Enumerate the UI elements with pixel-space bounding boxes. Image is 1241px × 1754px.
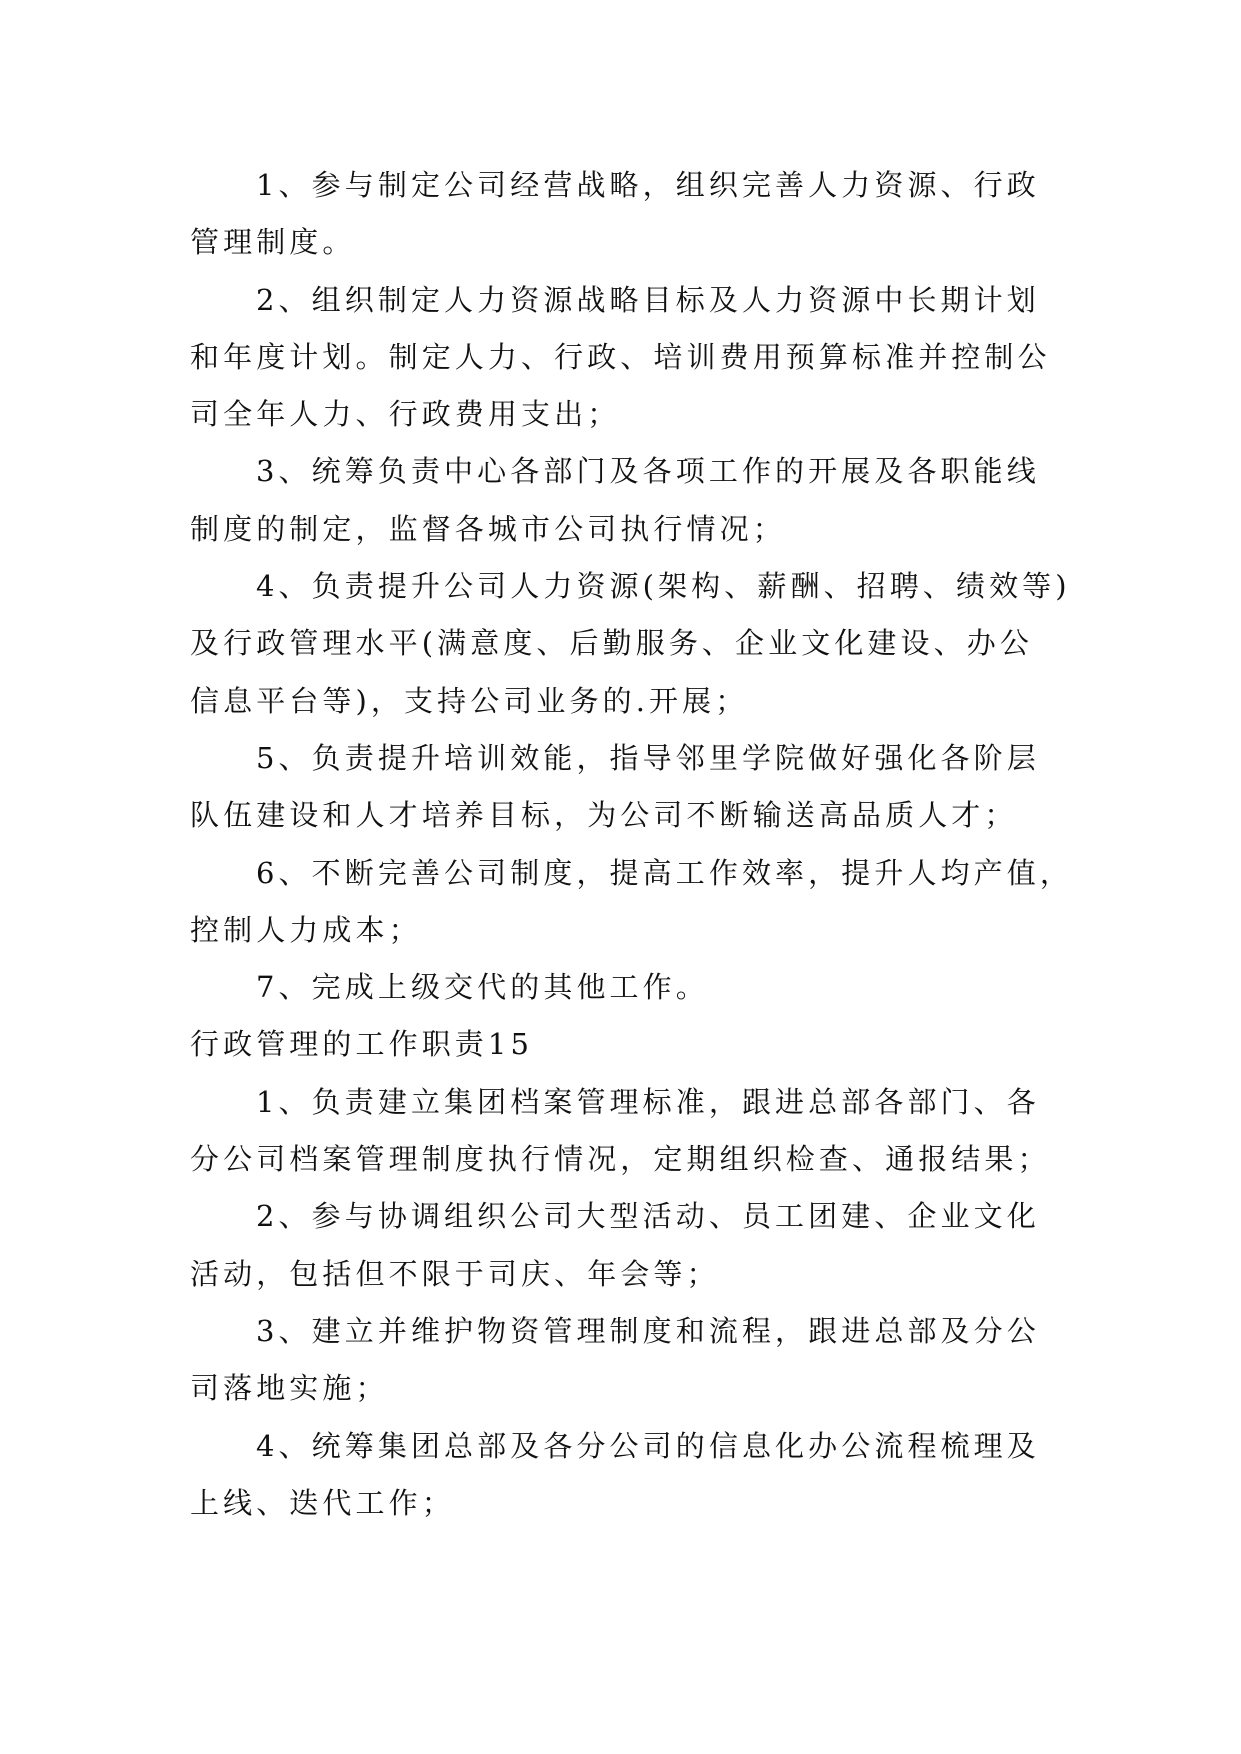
paragraph: [190, 1074, 1070, 1189]
text-line: 队伍建设和人才培养目标，为公司不断输送高品质人才；: [190, 798, 1018, 833]
text-line: 管理制度。: [190, 225, 356, 260]
paragraph: [190, 443, 1070, 558]
text-line: 2、组织制定人力资源战略目标及人力资源中长期计划: [256, 282, 1040, 317]
paragraph: [190, 1418, 1070, 1533]
text-line: 活动，包括但不限于司庆、年会等；: [190, 1256, 720, 1291]
text-line: 上线、迭代工作；: [190, 1485, 455, 1520]
paragraph: [190, 157, 1070, 272]
paragraph: [190, 1303, 1070, 1418]
text-line: 制度的制定，监督各城市公司执行情况；: [190, 511, 786, 546]
text-line: 3、建立并维护物资管理制度和流程，跟进总部及分公: [256, 1313, 1040, 1348]
text-line: 1、参与制定公司经营战略，组织完善人力资源、行政: [256, 168, 1040, 202]
text-line: 6、不断完善公司制度，提高工作效率，提升人均产值，: [256, 855, 1073, 890]
text-line: 3、统筹负责中心各部门及各项工作的开展及各职能线: [256, 454, 1040, 489]
paragraph: [190, 1188, 1070, 1303]
paragraph: [190, 272, 1070, 444]
paragraph: [190, 845, 1073, 960]
text-line: 司全年人力、行政费用支出；: [190, 397, 621, 432]
text-line: 2、参与协调组织公司大型活动、员工团建、企业文化: [256, 1199, 1040, 1234]
paragraph: [190, 959, 1070, 1016]
text-line: 4、负责提升公司人力资源(架构、薪酬、招聘、绩效等): [256, 569, 1071, 604]
paragraph: [190, 558, 1070, 730]
text-line: 和年度计划。制定人力、行政、培训费用预算标准并控制公: [190, 339, 1051, 374]
text-line: 分公司档案管理制度执行情况，定期组织检查、通报结果；: [190, 1142, 1051, 1177]
text-line: 控制人力成本；: [190, 912, 422, 947]
section-heading: 行政管理的工作职责15: [190, 1027, 534, 1062]
text-line: 信息平台等)，支持公司业务的.开展；: [190, 683, 749, 718]
text-line: 司落地实施；: [190, 1371, 389, 1406]
text-line: 及行政管理水平(满意度、后勤服务、企业文化建设、办公: [190, 626, 1033, 661]
text-line: 7、完成上级交代的其他工作。: [256, 970, 709, 1005]
text-line: 4、统筹集团总部及各分公司的信息化办公流程梳理及: [256, 1428, 1040, 1463]
text-line: 1、负责建立集团档案管理标准，跟进总部各部门、各: [256, 1084, 1040, 1119]
paragraph: [190, 730, 1070, 845]
document-body: [190, 157, 1073, 1532]
text-line: 5、负责提升培训效能，指导邻里学院做好强化各阶层: [256, 740, 1040, 775]
